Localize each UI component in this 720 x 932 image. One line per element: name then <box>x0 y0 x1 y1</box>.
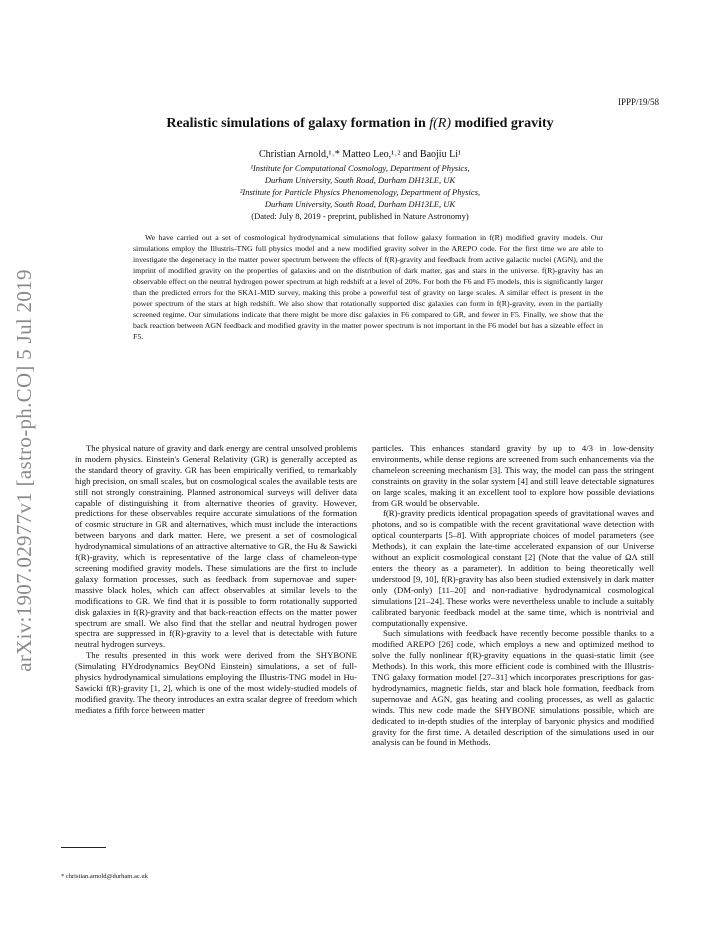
paper-title <box>0 116 720 132</box>
author-list: Christian Arnold,¹˒* Matteo Leo,¹˒² and Baojiu Li¹ <box>259 149 461 160</box>
body-column-left <box>75 443 357 716</box>
body-paragraph: f(R)-gravity predicts identical propagation speeds of gravitational waves and photons, and so is compatible with the recent gravitational wave detection with optical counterparts [5–8]. With appropriate choices of model parameters (see Methods), it can explain the late-time accelerated expansion of our Universe without an explicit cosmological constant [2] (Note that the value of ΩΛ still enters the theory as a parameter). In addition to being theoretically well understood [9, 10], f(R)-gravity has also been studied extensively in dark matter only (DM-only) [11–20] and non-radiative hydrodynamical cosmological simulations [21–24]. These works were nevertheless unable to include a suitably calibrated baryonic feedback model at the same time, which is nontrivial and computationally expensive. <box>372 508 654 628</box>
report-number: IPPP/19/58 <box>617 97 659 107</box>
affiliation-line-3: ²Institute for Particle Physics Phenomenology, Department of Physics, <box>239 187 481 197</box>
body-paragraph: The physical nature of gravity and dark energy are central unsolved problems in modern physics. Einstein's General Relativity (GR) is generally accepted as the standard theory of gravity. GR has been empirically verified, to remarkably high precision, on small scales, but on cosmological scales the available tests are still not strongly constraining. Planned astronomical surveys will deliver data capable of distinguishing it from alternative theories of gravity. However, predictions for these observables require accurate simulations of the formation of cosmic structure in GR and alternatives, which must include the interactions between baryons and dark matter. Here, we present a set of cosmological hydrodynamical simulations of an attractive alternative to GR, the Hu & Sawicki f(R)-gravity, which is representative of the large class of chameleon-type screening modified gravity models. These simulations are the first to include galaxy formation processes, such as feedback from supernovae and super-massive black holes, which can affect observables at similar levels to the modifications to GR. We find that it is possible to form rotationally supported disk galaxies in f(R)-gravity and that back-reaction effects on the matter power spectrum are small. We also find that the stellar and neutral hydrogen power spectra are suppressed in f(R)-gravity to a level that is detectable with future neutral hydrogen surveys. <box>75 443 357 650</box>
body-column-right <box>372 443 654 748</box>
footnote-email: * christian.arnold@durham.ac.uk <box>61 873 148 880</box>
body-paragraph: particles. This enhances standard gravity by up to 4/3 in low-density environments, while dense regions are screened from such enhancements via the chameleon screening mechanism [3]. This way, the model can pass the stringent constraints on gravity in the solar system [4] and still leave detectable signatures on large scales, making it an excellent tool to explore how possible deviations from GR would be observable. <box>372 443 654 508</box>
dated-line: (Dated: July 8, 2019 - preprint, published in Nature Astronomy) <box>251 211 469 221</box>
affiliation-line-1: ¹Institute for Computational Cosmology, Department of Physics, <box>250 163 470 173</box>
body-paragraph: Such simulations with feedback have recently become possible thanks to a modified AREPO [26] code, which employs a new and optimized method to solve the fully nonlinear f(R)-gravity equations in the quasi-static limit (see Methods). In this work, this more efficient code is combined with the Illustris-TNG galaxy formation model [27–31] which incorporates prescriptions for gas-hydrodynamics, magnetic fields, star and black hole formation, feedback from supernovae and AGN, gas heating and cooling processes, as well as galactic winds. This new code made the SHYBONE simulations possible, which are dedicated to in-depth studies of the interplay of baryonic physics and modified gravity for the first time. A detailed description of the simulations used in our analysis can be found in Methods. <box>372 628 654 748</box>
arxiv-side-stamp <box>4 235 44 705</box>
abstract: We have carried out a set of cosmological hydrodynamical simulations that follow galaxy formation in f(R) modified gravity models. Our simulations employ the Illustris-TNG full physics model and a new modified gravity solver in the AREPO code. For the first time we are able to investigate the degeneracy in the matter power spectrum between the effects of f(R)-gravity and feedback from active galactic nuclei (AGN), and the imprint of modified gravity on the properties of galaxies and on the distribution of dark matter, gas and stars in the universe. f(R)-gravity has an observable effect on the neutral hydrogen power spectrum at high redshift at a level of 20%. For both the F6 and F5 models, this is significantly larger than the predicted errors for the SKA1-MID survey, making this probe a powerful test of gravity on large scales. A similar effect is present in the power spectrum of the stars at high redshift. We also show that rotationally supported disc galaxies can form in f(R)-gravity, even in the partially screened regime. Our simulations indicate that there might be more disc galaxies in F6 compared to GR, and fewer in F5. Finally, we show that the back reaction between AGN feedback and modified gravity in the matter power spectrum is not important in the F6 model but has a sizeable effect in F5. <box>133 233 603 341</box>
footnote-divider <box>61 847 106 848</box>
body-paragraph: The results presented in this work were derived from the SHYBONE (Simulating HYdrodynamics BeyONd Einstein) simulations, a set of full-physics hydrodynamical simulations employing the Illustris-TNG model in Hu-Sawicki f(R)-gravity [1, 2], which is one of the most widely-studied models of modified gravity. The theory introduces an extra scalar degree of freedom which mediates a fifth force between matter <box>75 650 357 715</box>
affiliation-line-2: Durham University, South Road, Durham DH13LE, UK <box>264 175 456 185</box>
title-text-start: Realistic simulations of galaxy formation in <box>166 116 430 131</box>
title-text-end: modified gravity <box>451 116 554 131</box>
arxiv-identifier: arXiv:1907.02977v1 [astro-ph.CO] 5 Jul 2019 <box>11 268 36 672</box>
affiliation-line-4: Durham University, South Road, Durham DH13LE, UK <box>264 199 456 209</box>
title-variable: f(R) <box>429 116 451 131</box>
